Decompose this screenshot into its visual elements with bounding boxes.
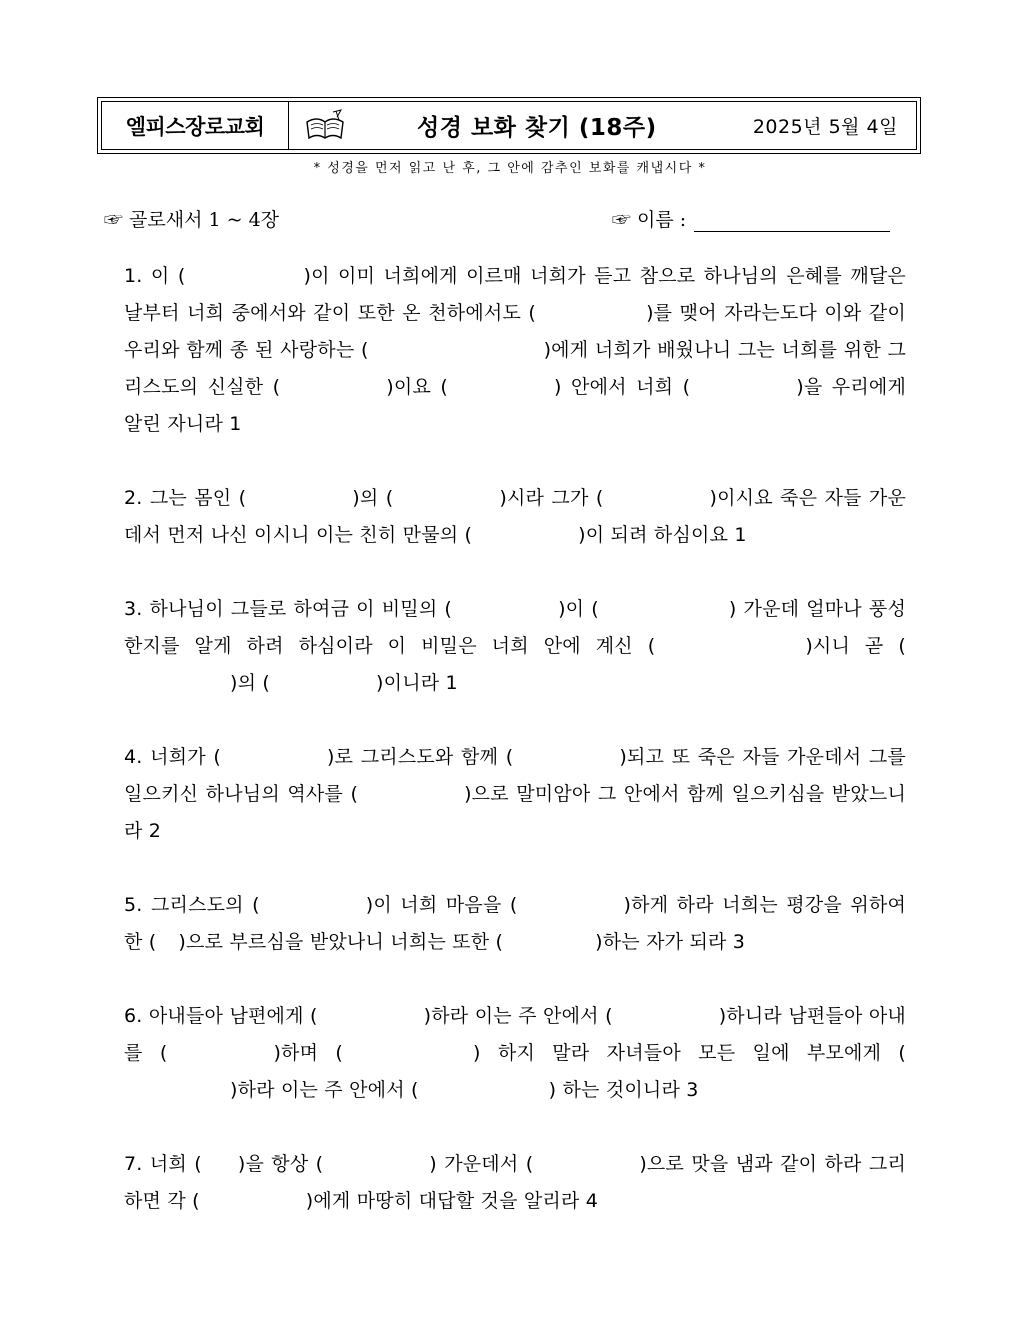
- question-text: 3. 하나님이 그들로 하여금 이 비밀의 (: [124, 598, 453, 620]
- question-text: ) 가운데서 (: [429, 1153, 534, 1175]
- answer-blank[interactable]: [655, 628, 805, 665]
- question-text: )이시요 죽은 자들 가운데서 먼저 나신 이시니 이는 친히 만물의 (: [124, 487, 907, 546]
- question-text: )의 (: [352, 487, 394, 509]
- answer-blank[interactable]: [393, 480, 499, 517]
- question-text: )이 (: [558, 598, 599, 620]
- question-text: 7. 너희 (: [124, 1153, 202, 1175]
- question-text: )하게 하라 너희는 평강을 위하여 한 (: [124, 894, 906, 953]
- question-text: 1. 이 (: [124, 265, 186, 287]
- answer-blank[interactable]: [503, 924, 595, 961]
- answer-blank[interactable]: [452, 591, 558, 628]
- question-3: [124, 591, 906, 702]
- question-text: 2. 그는 몸인 (: [124, 487, 247, 509]
- question-text: )로 그리스도와 함께 (: [326, 746, 514, 768]
- question-text: )에게 너희가 배웠나니 그는 너희를 위한 그리스도의 신실한 (: [124, 339, 907, 398]
- answer-blank[interactable]: [156, 924, 178, 961]
- question-text: )에게 마땅히 대답할 것을 알리라 4: [305, 1190, 599, 1212]
- answer-blank[interactable]: [167, 1035, 273, 1072]
- question-text: 4. 너희가 (: [124, 746, 221, 768]
- question-6: [124, 998, 906, 1109]
- worksheet-header: [97, 97, 921, 154]
- question-text: )으로 맛을 냄과 같이 하라 그리하면 각 (: [124, 1153, 906, 1212]
- question-text: 5. 그리스도의 (: [124, 894, 260, 916]
- question-5: [124, 887, 906, 961]
- answer-blank[interactable]: [124, 665, 230, 702]
- answer-blank[interactable]: [690, 369, 796, 406]
- answer-blank[interactable]: [419, 1072, 549, 1109]
- answer-blank[interactable]: [472, 517, 578, 554]
- question-text: )을 우리에게 알린 자니라 1: [124, 376, 906, 435]
- answer-blank[interactable]: [613, 998, 719, 1035]
- church-name: 엘피스장로교회: [102, 102, 289, 149]
- question-text: ) 안에서 너희 (: [554, 376, 691, 398]
- question-text: ) 하는 것이니라 3: [548, 1079, 699, 1101]
- open-bible-icon: [303, 108, 347, 144]
- name-field-group: [612, 205, 890, 232]
- answer-blank[interactable]: [536, 295, 646, 332]
- date-label: 2025년 5월 4일: [752, 116, 898, 138]
- question-text: )이 되려 하심이요 1: [578, 524, 747, 546]
- question-4: [124, 739, 906, 850]
- question-text: )하니라 남편들아 아내를 (: [124, 1005, 906, 1064]
- question-text: )이 이미 너희에게 이르매 너희가 듣고 참으로 하나님의 은혜를 깨달은 날부터 너희 중에서와 같이 또한 온 천하에서도 (: [124, 265, 906, 324]
- answer-blank[interactable]: [124, 1072, 230, 1109]
- name-label: ☞ 이름 :: [612, 209, 687, 231]
- page-title: 성경 보화 찾기 (18주): [417, 115, 657, 141]
- answer-blank[interactable]: [200, 1183, 306, 1220]
- answer-blank[interactable]: [448, 369, 554, 406]
- question-text: )시니 곧 (: [805, 635, 906, 657]
- question-text: )하라 이는 주 안에서 (: [230, 1079, 419, 1101]
- answer-blank[interactable]: [518, 887, 624, 924]
- answer-blank[interactable]: [323, 1146, 429, 1183]
- answer-blank[interactable]: [343, 1035, 473, 1072]
- answer-blank[interactable]: [603, 480, 709, 517]
- question-text: )을 항상 (: [237, 1153, 324, 1175]
- answer-blank[interactable]: [202, 1146, 238, 1183]
- question-text: )시라 그가 (: [499, 487, 604, 509]
- question-text: )하는 자가 되라 3: [595, 931, 746, 953]
- answer-blank[interactable]: [260, 887, 366, 924]
- book-range-label: ☞ 골로새서 1 ~ 4장: [104, 209, 280, 231]
- question-text: )으로 말미암아 그 안에서 함께 일으키심을 받았느니라 2: [124, 783, 906, 842]
- question-1: [124, 258, 906, 443]
- answer-blank[interactable]: [246, 480, 352, 517]
- answer-blank[interactable]: [358, 776, 464, 813]
- question-text: ) 가운데 얼마나 풍성한지를 알게 하려 하심이라 이 비밀은 너희 안에 계신 (: [124, 598, 906, 657]
- answer-blank[interactable]: [185, 258, 303, 295]
- answer-blank[interactable]: [221, 739, 327, 776]
- question-text: )하라 이는 주 안에서 (: [423, 1005, 613, 1027]
- question-2: [124, 480, 906, 554]
- question-text: )으로 부르심을 받았나니 너희는 또한 (: [178, 931, 504, 953]
- question-text: )하며 (: [273, 1042, 344, 1064]
- name-input-line[interactable]: [694, 209, 890, 232]
- question-text: )이요 (: [386, 376, 449, 398]
- question-text: )되고 또 죽은 자들 가운데서 그를 일으키신 하나님의 역사를 (: [124, 746, 906, 805]
- answer-blank[interactable]: [533, 1146, 639, 1183]
- question-text: ) 하지 말라 자녀들아 모든 일에 부모에게 (: [473, 1042, 906, 1064]
- answer-blank[interactable]: [513, 739, 619, 776]
- answer-blank[interactable]: [280, 369, 386, 406]
- question-text: 6. 아내들아 남편에게 (: [124, 1005, 318, 1027]
- answer-blank[interactable]: [318, 998, 424, 1035]
- instruction-notice: * 성경을 먼저 읽고 난 후, 그 안에 감추인 보화를 캐냅시다 *: [313, 161, 707, 176]
- question-text: )이 너희 마음을 (: [365, 894, 518, 916]
- header-inner-frame: [101, 101, 917, 150]
- question-text: )의 (: [230, 672, 271, 694]
- question-text: )를 맺어 자라는도다 이와 같이 우리와 함께 종 된 사랑하는 (: [124, 302, 906, 361]
- question-list: [124, 258, 906, 1257]
- question-7: [124, 1146, 906, 1220]
- answer-blank[interactable]: [270, 665, 376, 702]
- answer-blank[interactable]: [599, 591, 729, 628]
- answer-blank[interactable]: [369, 332, 544, 369]
- question-text: )이니라 1: [376, 672, 458, 694]
